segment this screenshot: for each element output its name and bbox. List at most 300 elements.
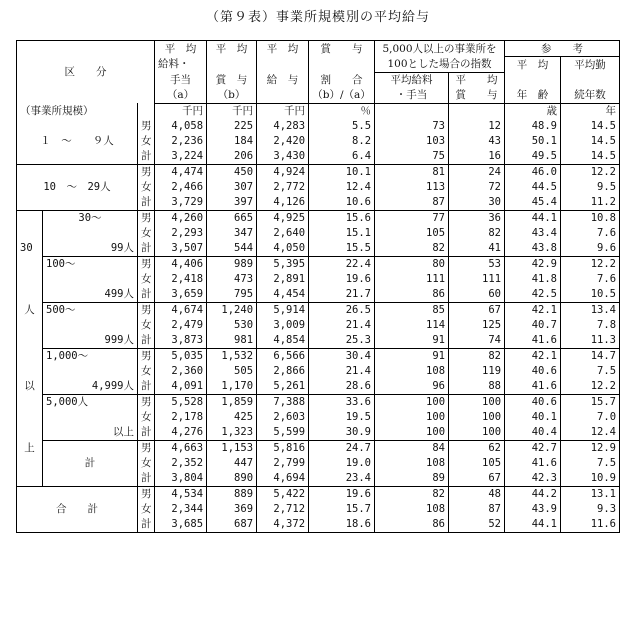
- value-cell: 7.8: [597, 319, 617, 331]
- value-cell: 30.4: [309, 348, 375, 364]
- value-cell: 25.3: [309, 333, 375, 349]
- sex-label: 計: [138, 517, 155, 533]
- value-cell: 206: [207, 149, 257, 165]
- value-cell: 347: [207, 226, 257, 241]
- value-cell: 11.6: [590, 518, 617, 530]
- size-label-1-9: １ 〜 ９人: [40, 135, 114, 147]
- band-999-bottom: 999人: [104, 334, 134, 346]
- value-cell: 85: [375, 302, 449, 318]
- value-cell: 7.0: [597, 411, 617, 423]
- value-cell: 3,685: [155, 517, 207, 533]
- row-g2-female: [17, 180, 620, 195]
- value-cell: 91: [375, 348, 449, 364]
- value-cell: 11.2: [590, 196, 617, 208]
- value-cell: 2,420: [257, 134, 309, 149]
- row-b1000-total: [17, 379, 620, 395]
- unit-c9: 年: [605, 105, 617, 117]
- value-cell: 4,534: [155, 486, 207, 502]
- sex-label: 女: [138, 456, 155, 471]
- value-cell: 2,640: [257, 226, 309, 241]
- value-cell: 40.6: [505, 364, 561, 379]
- value-cell: 5,261: [257, 379, 309, 395]
- value-cell: 81: [375, 164, 449, 180]
- unit-c2: 千円: [207, 103, 257, 119]
- unit-c4: ％: [309, 103, 375, 119]
- value-cell: 60: [449, 287, 505, 303]
- value-cell: 100: [449, 394, 505, 410]
- value-cell: 5,816: [257, 440, 309, 456]
- value-cell: 91: [375, 333, 449, 349]
- sex-label: 女: [138, 364, 155, 379]
- row-total-female: [17, 502, 620, 517]
- col1-h3: 手当: [155, 72, 207, 88]
- value-cell: 3,804: [155, 471, 207, 487]
- value-cell: 4,854: [257, 333, 309, 349]
- value-cell: 73: [375, 119, 449, 134]
- col3-h2: [257, 57, 309, 73]
- col4-h4: （b）/（a）: [309, 88, 375, 104]
- row-b5000-female: [17, 410, 620, 425]
- value-cell: 10.8: [561, 210, 620, 226]
- value-cell: 5.5: [309, 119, 375, 134]
- value-cell: 111: [375, 272, 449, 287]
- value-cell: 2,891: [257, 272, 309, 287]
- value-cell: 4,372: [257, 517, 309, 533]
- value-cell: 2,352: [155, 456, 207, 471]
- row-bsub-female: [17, 456, 620, 471]
- value-cell: 77: [375, 210, 449, 226]
- value-cell: 9.3: [597, 503, 617, 515]
- index-group-h2: 100とした場合の指数: [375, 57, 505, 73]
- value-cell: 19.6: [309, 486, 375, 502]
- sex-label: 計: [138, 241, 155, 257]
- value-cell: 1,153: [207, 440, 257, 456]
- ref-sub1-h2: 年 齢: [505, 88, 561, 104]
- value-cell: 72: [449, 180, 505, 195]
- row-b1000-female: [17, 364, 620, 379]
- value-cell: 28.6: [309, 379, 375, 395]
- value-cell: 42.1: [505, 348, 561, 364]
- value-cell: 15.1: [309, 226, 375, 241]
- value-cell: 74: [449, 333, 505, 349]
- value-cell: 7.5: [597, 365, 617, 377]
- col3-h4: [257, 88, 309, 104]
- band-499-bottom: 499人: [104, 288, 134, 300]
- value-cell: 42.9: [505, 256, 561, 272]
- header-row-1: [17, 41, 620, 57]
- value-cell: 530: [207, 318, 257, 333]
- sex-label: 女: [138, 410, 155, 425]
- value-cell: 67: [449, 302, 505, 318]
- value-cell: 1,240: [207, 302, 257, 318]
- value-cell: 82: [449, 348, 505, 364]
- value-cell: 22.4: [309, 256, 375, 272]
- side-30: 30: [17, 241, 43, 257]
- col2-h1: 平 均: [207, 41, 257, 57]
- value-cell: 21.4: [309, 364, 375, 379]
- sex-label: 女: [138, 502, 155, 517]
- band-500-top: 500〜: [43, 302, 138, 318]
- col4-h1: 賞 与: [309, 41, 375, 57]
- value-cell: 2,344: [155, 502, 207, 517]
- value-cell: 544: [207, 241, 257, 257]
- value-cell: 12: [449, 119, 505, 134]
- value-cell: 42.3: [505, 471, 561, 487]
- value-cell: 14.7: [561, 348, 620, 364]
- value-cell: 3,224: [155, 149, 207, 165]
- value-cell: 4,276: [155, 425, 207, 441]
- sex-label: 女: [138, 180, 155, 195]
- value-cell: 14.5: [590, 150, 617, 162]
- row-g1-total: [17, 149, 620, 165]
- col1-h1: 平 均: [155, 41, 207, 57]
- value-cell: 3,873: [155, 333, 207, 349]
- value-cell: 15.7: [561, 394, 620, 410]
- value-cell: 33.6: [309, 394, 375, 410]
- band-5000-bottom: 以上: [113, 426, 134, 438]
- value-cell: 100: [375, 410, 449, 425]
- value-cell: 12.9: [561, 440, 620, 456]
- grand-total-label: 合 計: [56, 503, 98, 515]
- value-cell: 21.7: [309, 287, 375, 303]
- value-cell: 7.6: [597, 273, 617, 285]
- salary-table: [16, 40, 620, 533]
- value-cell: 4,091: [155, 379, 207, 395]
- value-cell: 108: [375, 502, 449, 517]
- value-cell: 12.4: [309, 180, 375, 195]
- value-cell: 7.6: [597, 227, 617, 239]
- value-cell: 4,694: [257, 471, 309, 487]
- index-sub2-h2: 賞 与: [449, 88, 505, 104]
- row-b100-total: [17, 287, 620, 303]
- value-cell: 13.4: [561, 302, 620, 318]
- value-cell: 21.4: [309, 318, 375, 333]
- sex-label: 男: [138, 440, 155, 456]
- value-cell: 5,528: [155, 394, 207, 410]
- value-cell: 100: [449, 410, 505, 425]
- value-cell: 989: [207, 256, 257, 272]
- row-bsub-total: [17, 471, 620, 487]
- page-title: （第９表）事業所規模別の平均給与: [205, 10, 430, 25]
- ref-sub2-h1: 平均勤: [574, 58, 606, 71]
- value-cell: 82: [375, 486, 449, 502]
- value-cell: 67: [449, 471, 505, 487]
- value-cell: 2,236: [155, 134, 207, 149]
- value-cell: 9.6: [597, 242, 617, 254]
- value-cell: 114: [375, 318, 449, 333]
- sex-label: 男: [138, 256, 155, 272]
- value-cell: 2,466: [155, 180, 207, 195]
- value-cell: 24: [449, 164, 505, 180]
- value-cell: 13.1: [561, 486, 620, 502]
- value-cell: 19.6: [309, 272, 375, 287]
- sex-label: 女: [138, 318, 155, 333]
- index-sub2-h1: 平 均: [449, 72, 505, 88]
- value-cell: 88: [449, 379, 505, 395]
- value-cell: 2,360: [155, 364, 207, 379]
- col1-h2: 給料・: [155, 57, 207, 73]
- value-cell: 665: [207, 210, 257, 226]
- band-5000-top: 5,000人: [43, 394, 138, 410]
- value-cell: 19.5: [309, 410, 375, 425]
- value-cell: 3,430: [257, 149, 309, 165]
- row-total-total: [17, 517, 620, 533]
- value-cell: 1,170: [207, 379, 257, 395]
- row-total-male: [17, 486, 620, 502]
- row-b100-female: [17, 272, 620, 287]
- value-cell: 10.6: [309, 195, 375, 211]
- value-cell: 4,126: [257, 195, 309, 211]
- sex-label: 女: [138, 134, 155, 149]
- index-sub1-h1: 平均給料: [375, 72, 449, 88]
- value-cell: 41.8: [505, 272, 561, 287]
- value-cell: 41.6: [505, 456, 561, 471]
- value-cell: 100: [375, 394, 449, 410]
- value-cell: 36: [449, 210, 505, 226]
- sex-label: 男: [138, 302, 155, 318]
- value-cell: 2,799: [257, 456, 309, 471]
- value-cell: 48.9: [505, 119, 561, 134]
- value-cell: 26.5: [309, 302, 375, 318]
- value-cell: 6.4: [309, 149, 375, 165]
- index-group-h1: 5,000人以上の事業所を: [375, 41, 505, 57]
- col2-h4: （b）: [207, 88, 257, 104]
- row-bsub-male: [17, 440, 620, 456]
- value-cell: 7.5: [597, 457, 617, 469]
- value-cell: 105: [375, 226, 449, 241]
- value-cell: 15.7: [309, 502, 375, 517]
- value-cell: 2,293: [155, 226, 207, 241]
- col3-h1: 平 均: [257, 41, 309, 57]
- value-cell: 108: [375, 364, 449, 379]
- value-cell: 5,035: [155, 348, 207, 364]
- value-cell: 43.9: [505, 502, 561, 517]
- value-cell: 40.1: [505, 410, 561, 425]
- value-cell: 2,866: [257, 364, 309, 379]
- value-cell: 44.1: [505, 517, 561, 533]
- value-cell: 1,859: [207, 394, 257, 410]
- value-cell: 3,009: [257, 318, 309, 333]
- value-cell: 4,474: [155, 164, 207, 180]
- value-cell: 3,507: [155, 241, 207, 257]
- value-cell: 12.2: [561, 164, 620, 180]
- value-cell: 86: [375, 287, 449, 303]
- value-cell: 4,406: [155, 256, 207, 272]
- value-cell: 2,603: [257, 410, 309, 425]
- units-row: [17, 103, 620, 119]
- value-cell: 795: [207, 287, 257, 303]
- value-cell: 80: [375, 256, 449, 272]
- value-cell: 4,283: [257, 119, 309, 134]
- index-sub1-h2: ・手当: [375, 88, 449, 104]
- sex-label: 計: [138, 379, 155, 395]
- sex-label: 計: [138, 425, 155, 441]
- col3-h3: 給 与: [257, 72, 309, 88]
- sex-label: 男: [138, 119, 155, 134]
- band-1000-top: 1,000〜: [43, 348, 138, 364]
- value-cell: 307: [207, 180, 257, 195]
- sex-label: 計: [138, 287, 155, 303]
- band-sub-total: 計: [84, 457, 96, 469]
- sex-label: 女: [138, 226, 155, 241]
- ref-sub1-h1: 平 均: [505, 57, 561, 73]
- value-cell: 82: [375, 241, 449, 257]
- value-cell: 9.5: [597, 181, 617, 193]
- sex-label: 男: [138, 210, 155, 226]
- sex-label: 計: [138, 471, 155, 487]
- value-cell: 3,729: [155, 195, 207, 211]
- value-cell: 49.5: [505, 149, 561, 165]
- value-cell: 981: [207, 333, 257, 349]
- value-cell: 5,599: [257, 425, 309, 441]
- side-i: 以: [17, 379, 43, 395]
- value-cell: 425: [207, 410, 257, 425]
- col4-h3: 割 合: [309, 72, 375, 88]
- value-cell: 53: [449, 256, 505, 272]
- value-cell: 8.2: [309, 134, 375, 149]
- value-cell: 10.5: [590, 288, 617, 300]
- value-cell: 4,924: [257, 164, 309, 180]
- col2-h3: 賞 与: [207, 72, 257, 88]
- value-cell: 18.6: [309, 517, 375, 533]
- value-cell: 41.6: [505, 333, 561, 349]
- value-cell: 2,772: [257, 180, 309, 195]
- sex-label: 計: [138, 149, 155, 165]
- value-cell: 12.2: [590, 380, 617, 392]
- value-cell: 86: [375, 517, 449, 533]
- value-cell: 50.1: [505, 134, 561, 149]
- value-cell: 5,395: [257, 256, 309, 272]
- row-b100-male: [17, 256, 620, 272]
- value-cell: 4,674: [155, 302, 207, 318]
- value-cell: 450: [207, 164, 257, 180]
- value-cell: 15.5: [309, 241, 375, 257]
- value-cell: 3,659: [155, 287, 207, 303]
- value-cell: 40.6: [505, 394, 561, 410]
- value-cell: 42.7: [505, 440, 561, 456]
- ref-sub2-h2: 続年数: [561, 88, 620, 104]
- value-cell: 42.5: [505, 287, 561, 303]
- value-cell: 23.4: [309, 471, 375, 487]
- row-b500-total: [17, 333, 620, 349]
- value-cell: 1,323: [207, 425, 257, 441]
- value-cell: 14.5: [590, 120, 617, 132]
- value-cell: 24.7: [309, 440, 375, 456]
- value-cell: 82: [449, 226, 505, 241]
- sex-label: 計: [138, 333, 155, 349]
- value-cell: 48: [449, 486, 505, 502]
- value-cell: 184: [207, 134, 257, 149]
- value-cell: 11.3: [590, 334, 617, 346]
- row-g2-male: [17, 164, 620, 180]
- value-cell: 7,388: [257, 394, 309, 410]
- value-cell: 44.1: [505, 210, 561, 226]
- value-cell: 30: [449, 195, 505, 211]
- row-b30-female: [17, 226, 620, 241]
- value-cell: 62: [449, 440, 505, 456]
- sex-label: 女: [138, 272, 155, 287]
- value-cell: 103: [375, 134, 449, 149]
- value-cell: 42.1: [505, 302, 561, 318]
- value-cell: 4,058: [155, 119, 207, 134]
- side-jin: 人: [17, 302, 43, 318]
- value-cell: 10.9: [590, 472, 617, 484]
- sex-label: 男: [138, 394, 155, 410]
- value-cell: 369: [207, 502, 257, 517]
- value-cell: 890: [207, 471, 257, 487]
- value-cell: 687: [207, 517, 257, 533]
- row-b30-male: [17, 210, 620, 226]
- band-99-bottom: 99人: [110, 242, 134, 254]
- row-b5000-male: [17, 394, 620, 410]
- unit-c1: 千円: [155, 103, 207, 119]
- row-g2-total: [17, 195, 620, 211]
- value-cell: 4,050: [257, 241, 309, 257]
- unit-c3: 千円: [257, 103, 309, 119]
- row-b30-total: [17, 241, 620, 257]
- value-cell: 4,925: [257, 210, 309, 226]
- size-category-label: （事業所規模）: [20, 104, 94, 117]
- value-cell: 108: [375, 456, 449, 471]
- value-cell: 100: [375, 425, 449, 441]
- value-cell: 45.4: [505, 195, 561, 211]
- size-label-10-29: 10 〜 29人: [43, 181, 111, 193]
- value-cell: 89: [375, 471, 449, 487]
- band-4999-bottom: 4,999人: [91, 380, 134, 392]
- value-cell: 2,479: [155, 318, 207, 333]
- value-cell: 100: [449, 425, 505, 441]
- band-100-top: 100〜: [43, 256, 138, 272]
- value-cell: 111: [449, 272, 505, 287]
- value-cell: 14.5: [590, 135, 617, 147]
- value-cell: 447: [207, 456, 257, 471]
- ref-group-header: 参 考: [505, 41, 620, 57]
- row-b1000-male: [17, 348, 620, 364]
- kubun-header: 区 分: [17, 41, 155, 104]
- value-cell: 397: [207, 195, 257, 211]
- row-g1-male: [17, 119, 620, 134]
- value-cell: 46.0: [505, 164, 561, 180]
- value-cell: 12.2: [561, 256, 620, 272]
- col4-h2: [309, 57, 375, 73]
- value-cell: 2,178: [155, 410, 207, 425]
- unit-c8: 歳: [505, 103, 561, 119]
- value-cell: 16: [449, 149, 505, 165]
- value-cell: 4,663: [155, 440, 207, 456]
- value-cell: 5,914: [257, 302, 309, 318]
- value-cell: 6,566: [257, 348, 309, 364]
- value-cell: 44.2: [505, 486, 561, 502]
- value-cell: 125: [449, 318, 505, 333]
- value-cell: 96: [375, 379, 449, 395]
- value-cell: 119: [449, 364, 505, 379]
- value-cell: 15.6: [309, 210, 375, 226]
- sex-label: 男: [138, 486, 155, 502]
- value-cell: 52: [449, 517, 505, 533]
- value-cell: 40.4: [505, 425, 561, 441]
- sex-label: 計: [138, 195, 155, 211]
- sex-label: 男: [138, 164, 155, 180]
- value-cell: 2,418: [155, 272, 207, 287]
- value-cell: 4,454: [257, 287, 309, 303]
- col2-h2: [207, 57, 257, 73]
- value-cell: 5,422: [257, 486, 309, 502]
- value-cell: 113: [375, 180, 449, 195]
- value-cell: 225: [207, 119, 257, 134]
- value-cell: 473: [207, 272, 257, 287]
- sex-label: 男: [138, 348, 155, 364]
- band-30-top: 30〜: [43, 210, 138, 226]
